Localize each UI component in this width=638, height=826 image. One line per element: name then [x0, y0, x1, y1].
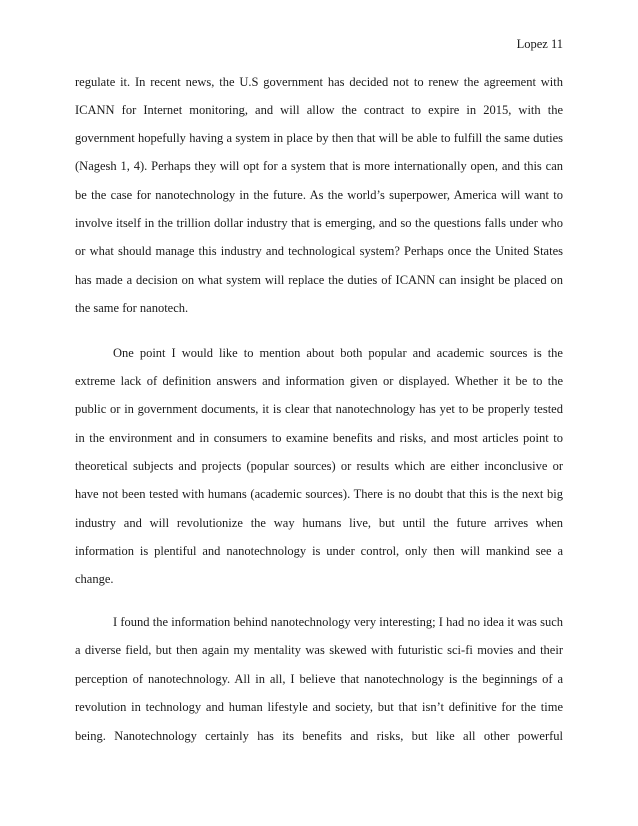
text-line: being. Nanotechnology certainly has its benefits and risks, but like all other powerful	[75, 729, 563, 743]
text-line: theoretical subjects and projects (popular sources) or results which are either inconclusive or	[75, 459, 563, 473]
text-line: (Nagesh 1, 4). Perhaps they will opt for a system that is more internationally open, and this can	[75, 159, 563, 173]
text-line: perception of nanotechnology. All in all, I believe that nanotechnology is the beginnings of a	[75, 672, 563, 686]
text-line: in the environment and in consumers to examine benefits and risks, and most articles point to	[75, 431, 563, 445]
text-line: involve itself in the trillion dollar industry that is emerging, and so the questions falls under who	[75, 216, 563, 230]
text-line: revolution in technology and human lifestyle and society, but that isn’t definitive for the time	[75, 700, 563, 714]
text-line: public or in government documents, it is clear that nanotechnology has yet to be properly tested	[75, 402, 563, 416]
text-line: ICANN for Internet monitoring, and will allow the contract to expire in 2015, with the	[75, 103, 563, 117]
text-line: extreme lack of definition answers and information given or displayed. Whether it be to the	[75, 374, 563, 388]
text-line: information is plentiful and nanotechnology is under control, only then will mankind see a	[75, 544, 563, 558]
paragraph-first-line: One point I would like to mention about both popular and academic sources is the	[113, 346, 563, 360]
text-line: change.	[75, 572, 114, 586]
text-line: or what should manage this industry and technological system? Perhaps once the United States	[75, 244, 563, 258]
text-line: industry and will revolutionize the way humans live, but until the future arrives when	[75, 516, 563, 530]
text-line: a diverse field, but then again my mentality was skewed with futuristic sci-fi movies and their	[75, 643, 563, 657]
text-line: government hopefully having a system in place by then that will be able to fulfill the same duties	[75, 131, 563, 145]
text-line: the same for nanotech.	[75, 301, 189, 315]
text-line: regulate it. In recent news, the U.S government has decided not to renew the agreement with	[75, 75, 563, 89]
text-line: have not been tested with humans (academic sources). There is no doubt that this is the next big	[75, 487, 563, 501]
text-line: be the case for nanotechnology in the future. As the world’s superpower, America will want to	[75, 188, 563, 202]
running-head: Lopez 11	[516, 37, 563, 51]
text-line: has made a decision on what system will replace the duties of ICANN can insight be placed on	[75, 273, 563, 287]
paragraph-first-line: I found the information behind nanotechnology very interesting; I had no idea it was such	[113, 615, 563, 629]
